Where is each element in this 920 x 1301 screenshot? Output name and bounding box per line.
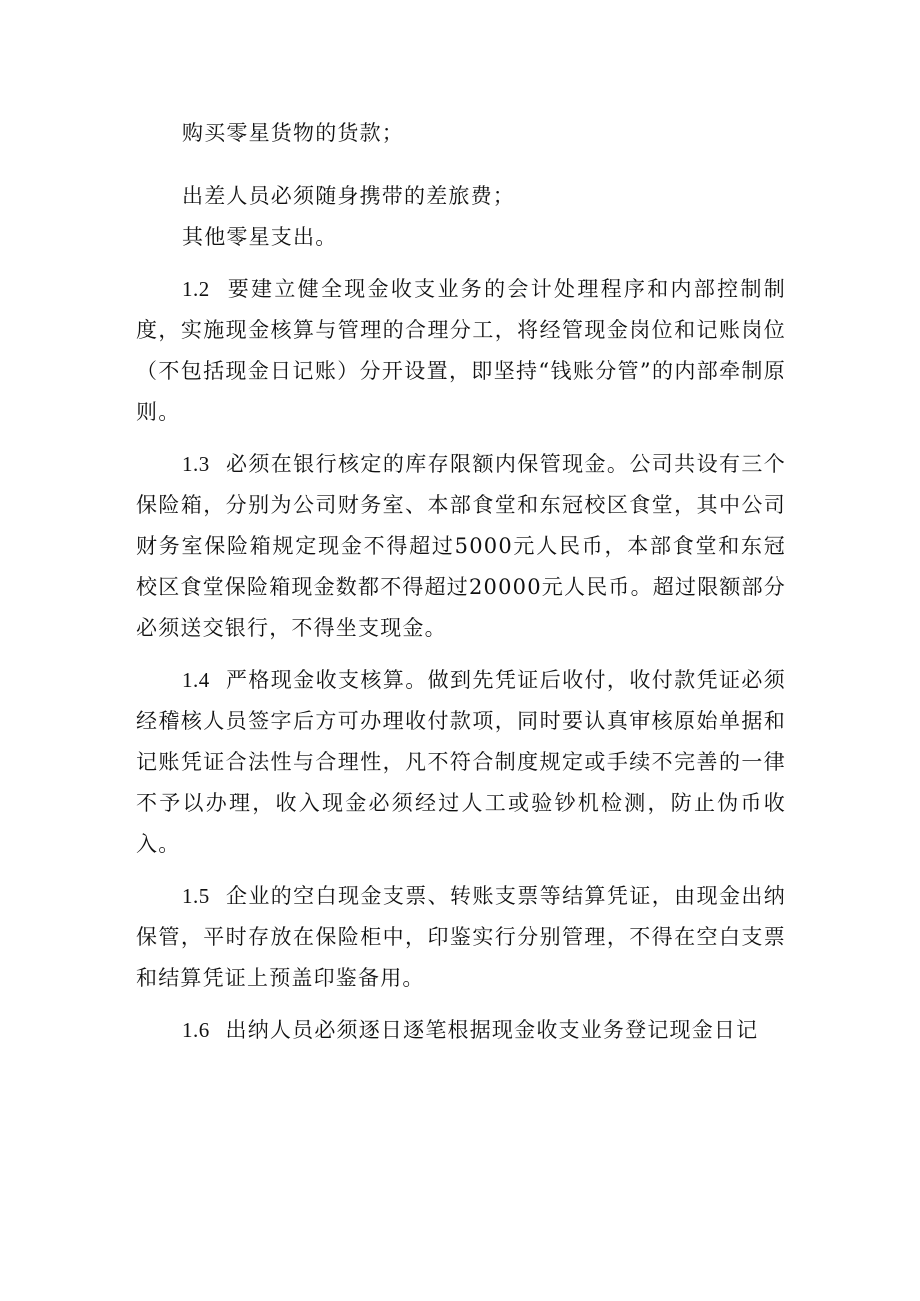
list-item-other-expense [136, 217, 786, 258]
section-number: 1.4 [182, 668, 210, 692]
paragraph-text: 必须在银行核定的库存限额内保管现金。公司共设有三个保险箱，分别为公司财务室、本部食堂和东冠校区食堂，其中公司财务室保险箱规定现金不得超过5000元人民币，本部食堂和东冠校区食堂保险箱现金数都不得超过20000元人民币。超过限额部分必须送交银行，不得坐支现金。 [136, 452, 787, 640]
paragraph-text: 出纳人员必须逐日逐笔根据现金收支业务登记现金日记 [225, 1018, 759, 1042]
section-1-2 [136, 269, 786, 433]
paragraph-text: 严格现金收支核算。做到先凭证后收付，收付款凭证必须经稽核人员签字后方可办理收付款项，同时要认真审核原始单据和记账凭证合法性与合理性，凡不符合制度规定或手续不完善的一律不予以办理，收入现金必须经过人工或验钞机检测，防止伪币收入。 [136, 668, 786, 856]
section-number: 1.5 [182, 884, 210, 908]
section-number: 1.2 [182, 277, 210, 301]
section-1-3 [136, 444, 786, 649]
paragraph-text: 要建立健全现金收支业务的会计处理程序和内部控制制度，实施现金核算与管理的合理分工，将经管现金岗位和记账岗位（不包括现金日记账）分开设置，即坚持“钱账分管”的内部牵制原则。 [136, 277, 786, 424]
section-1-4 [136, 660, 786, 865]
section-number: 1.3 [182, 452, 210, 476]
section-1-5 [136, 876, 786, 999]
paragraph-text: 企业的空白现金支票、转账支票等结算凭证，由现金出纳保管，平时存放在保险柜中，印鉴实行分别管理，不得在空白支票和结算凭证上预盖印鉴备用。 [136, 884, 786, 990]
list-item-goods-payment [136, 113, 786, 154]
document-body [136, 113, 786, 1051]
section-number: 1.6 [182, 1018, 210, 1042]
list-item-travel-expense [136, 176, 786, 217]
paragraph-text: 其他零星支出。 [182, 225, 338, 249]
paragraph-text: 出差人员必须随身携带的差旅费； [182, 184, 515, 208]
section-1-6 [136, 1010, 786, 1051]
paragraph-text: 购买零星货物的货款； [182, 121, 404, 145]
